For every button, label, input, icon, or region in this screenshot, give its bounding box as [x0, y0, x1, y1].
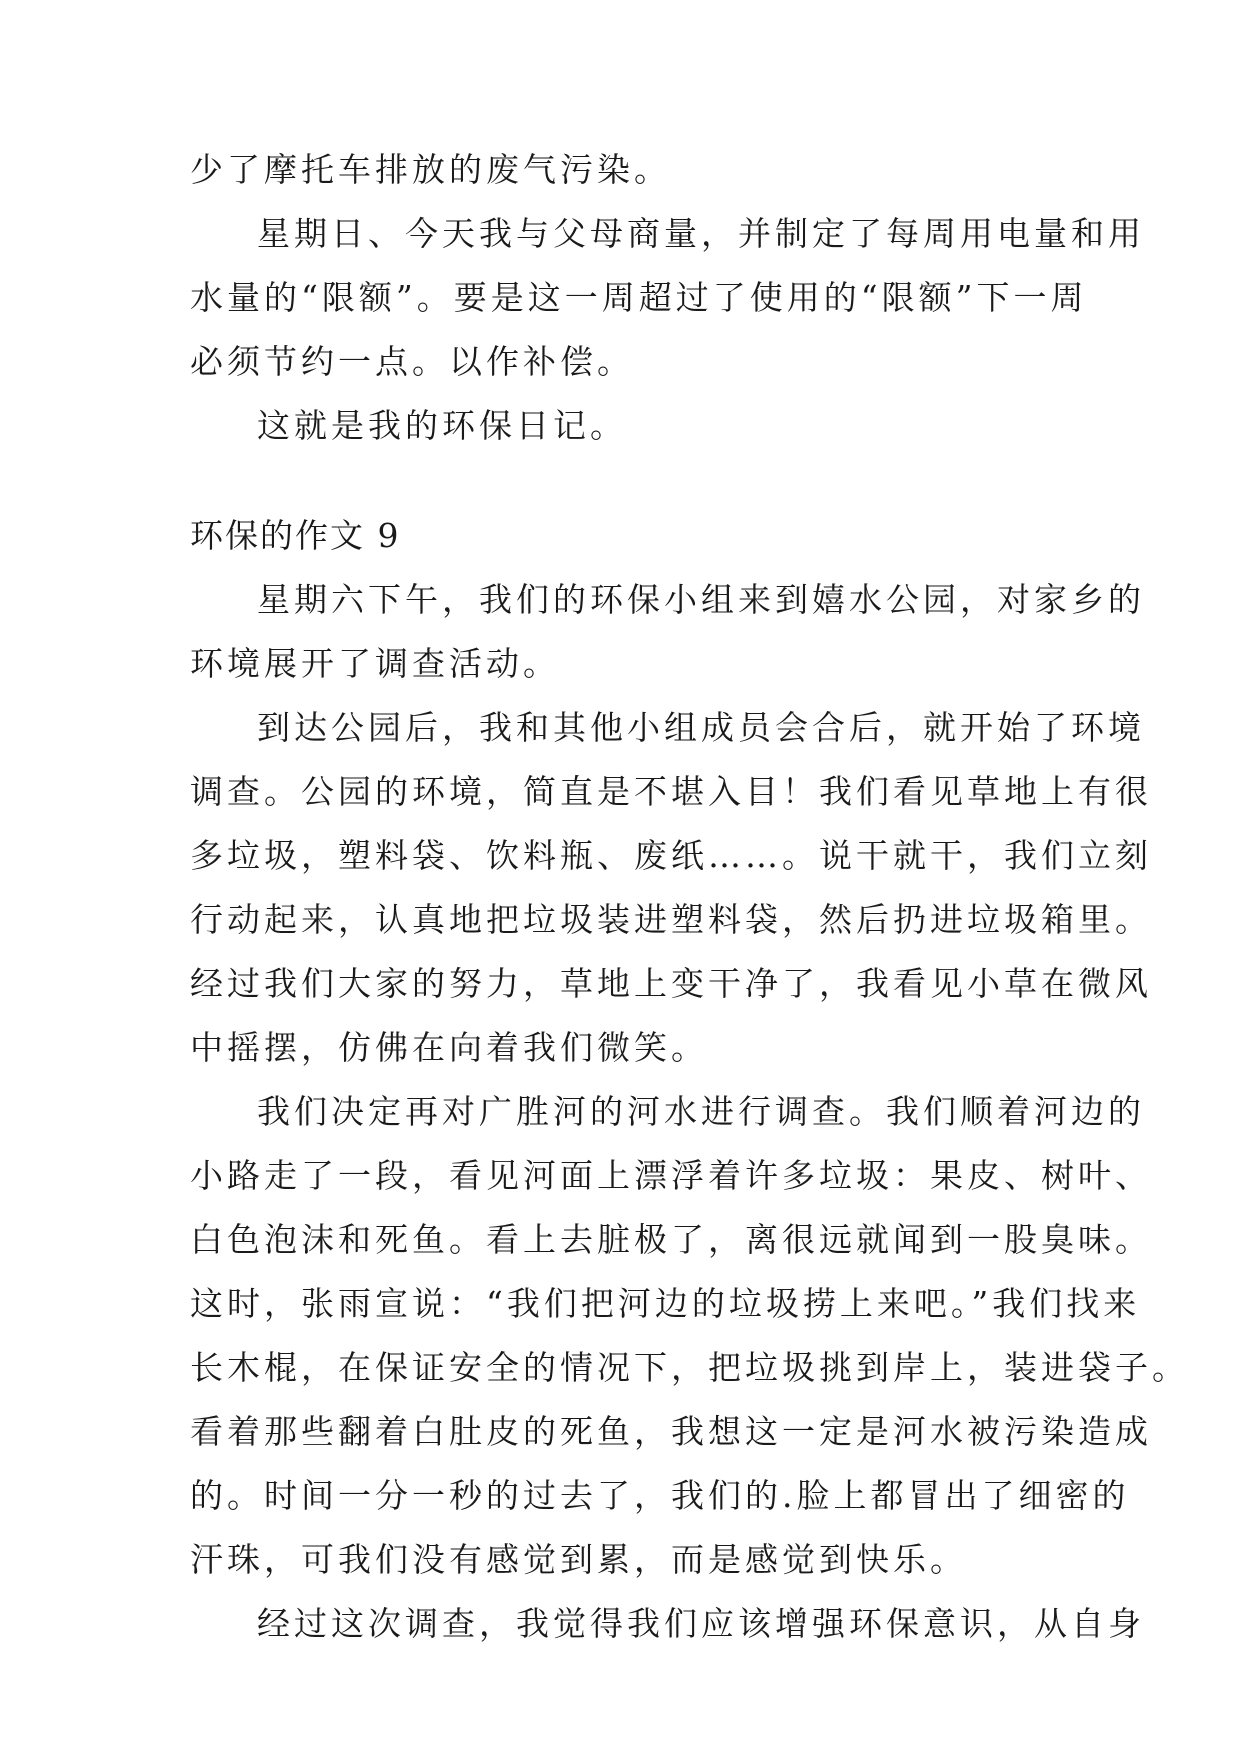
section-heading: 环保的作文 9 — [190, 516, 401, 555]
paragraph-start: 我们决定再对广胜河的河水进行调查。我们顺着河边的 — [257, 1092, 1145, 1131]
text-line: 必须节约一点。以作补偿。 — [190, 342, 634, 381]
text-line: 调查。公园的环境，简直是不堪入目！我们看见草地上有很 — [190, 772, 1152, 811]
text-line: 经过我们大家的努力，草地上变干净了，我看见小草在微风 — [190, 964, 1152, 1003]
text-line: 的。时间一分一秒的过去了，我们的.脸上都冒出了细密的 — [190, 1476, 1130, 1515]
text-line: 看着那些翻着白肚皮的死鱼，我想这一定是河水被污染造成 — [190, 1412, 1152, 1451]
text-line: 这时，张雨宣说：“我们把河边的垃圾捞上来吧。”我们找来 — [190, 1284, 1141, 1323]
paragraph-start: 到达公园后，我和其他小组成员会合后，就开始了环境 — [257, 708, 1145, 747]
paragraph-start: 星期六下午，我们的环保小组来到嬉水公园，对家乡的 — [257, 580, 1145, 619]
paragraph-start: 这就是我的环保日记。 — [257, 406, 627, 445]
text-line: 汗珠，可我们没有感觉到累，而是感觉到快乐。 — [190, 1540, 967, 1579]
text-line: 长木棍，在保证安全的情况下，把垃圾挑到岸上，装进袋子。 — [190, 1348, 1189, 1387]
text-line: 小路走了一段，看见河面上漂浮着许多垃圾：果皮、树叶、 — [190, 1156, 1152, 1195]
text-line: 多垃圾，塑料袋、饮料瓶、废纸……。说干就干，我们立刻 — [190, 836, 1152, 875]
paragraph-start: 星期日、今天我与父母商量，并制定了每周用电量和用 — [257, 214, 1145, 253]
text-line: 少了摩托车排放的废气污染。 — [190, 150, 671, 189]
text-line: 中摇摆，仿佛在向着我们微笑。 — [190, 1028, 708, 1067]
paragraph-start: 经过这次调查，我觉得我们应该增强环保意识，从自身 — [257, 1604, 1145, 1643]
text-line: 白色泡沫和死鱼。看上去脏极了，离很远就闻到一股臭味。 — [190, 1220, 1152, 1259]
text-line: 环境展开了调查活动。 — [190, 644, 560, 683]
text-line: 行动起来，认真地把垃圾装进塑料袋，然后扔进垃圾箱里。 — [190, 900, 1152, 939]
text-line: 水量的“限额”。要是这一周超过了使用的“限额”下一周 — [190, 278, 1088, 317]
